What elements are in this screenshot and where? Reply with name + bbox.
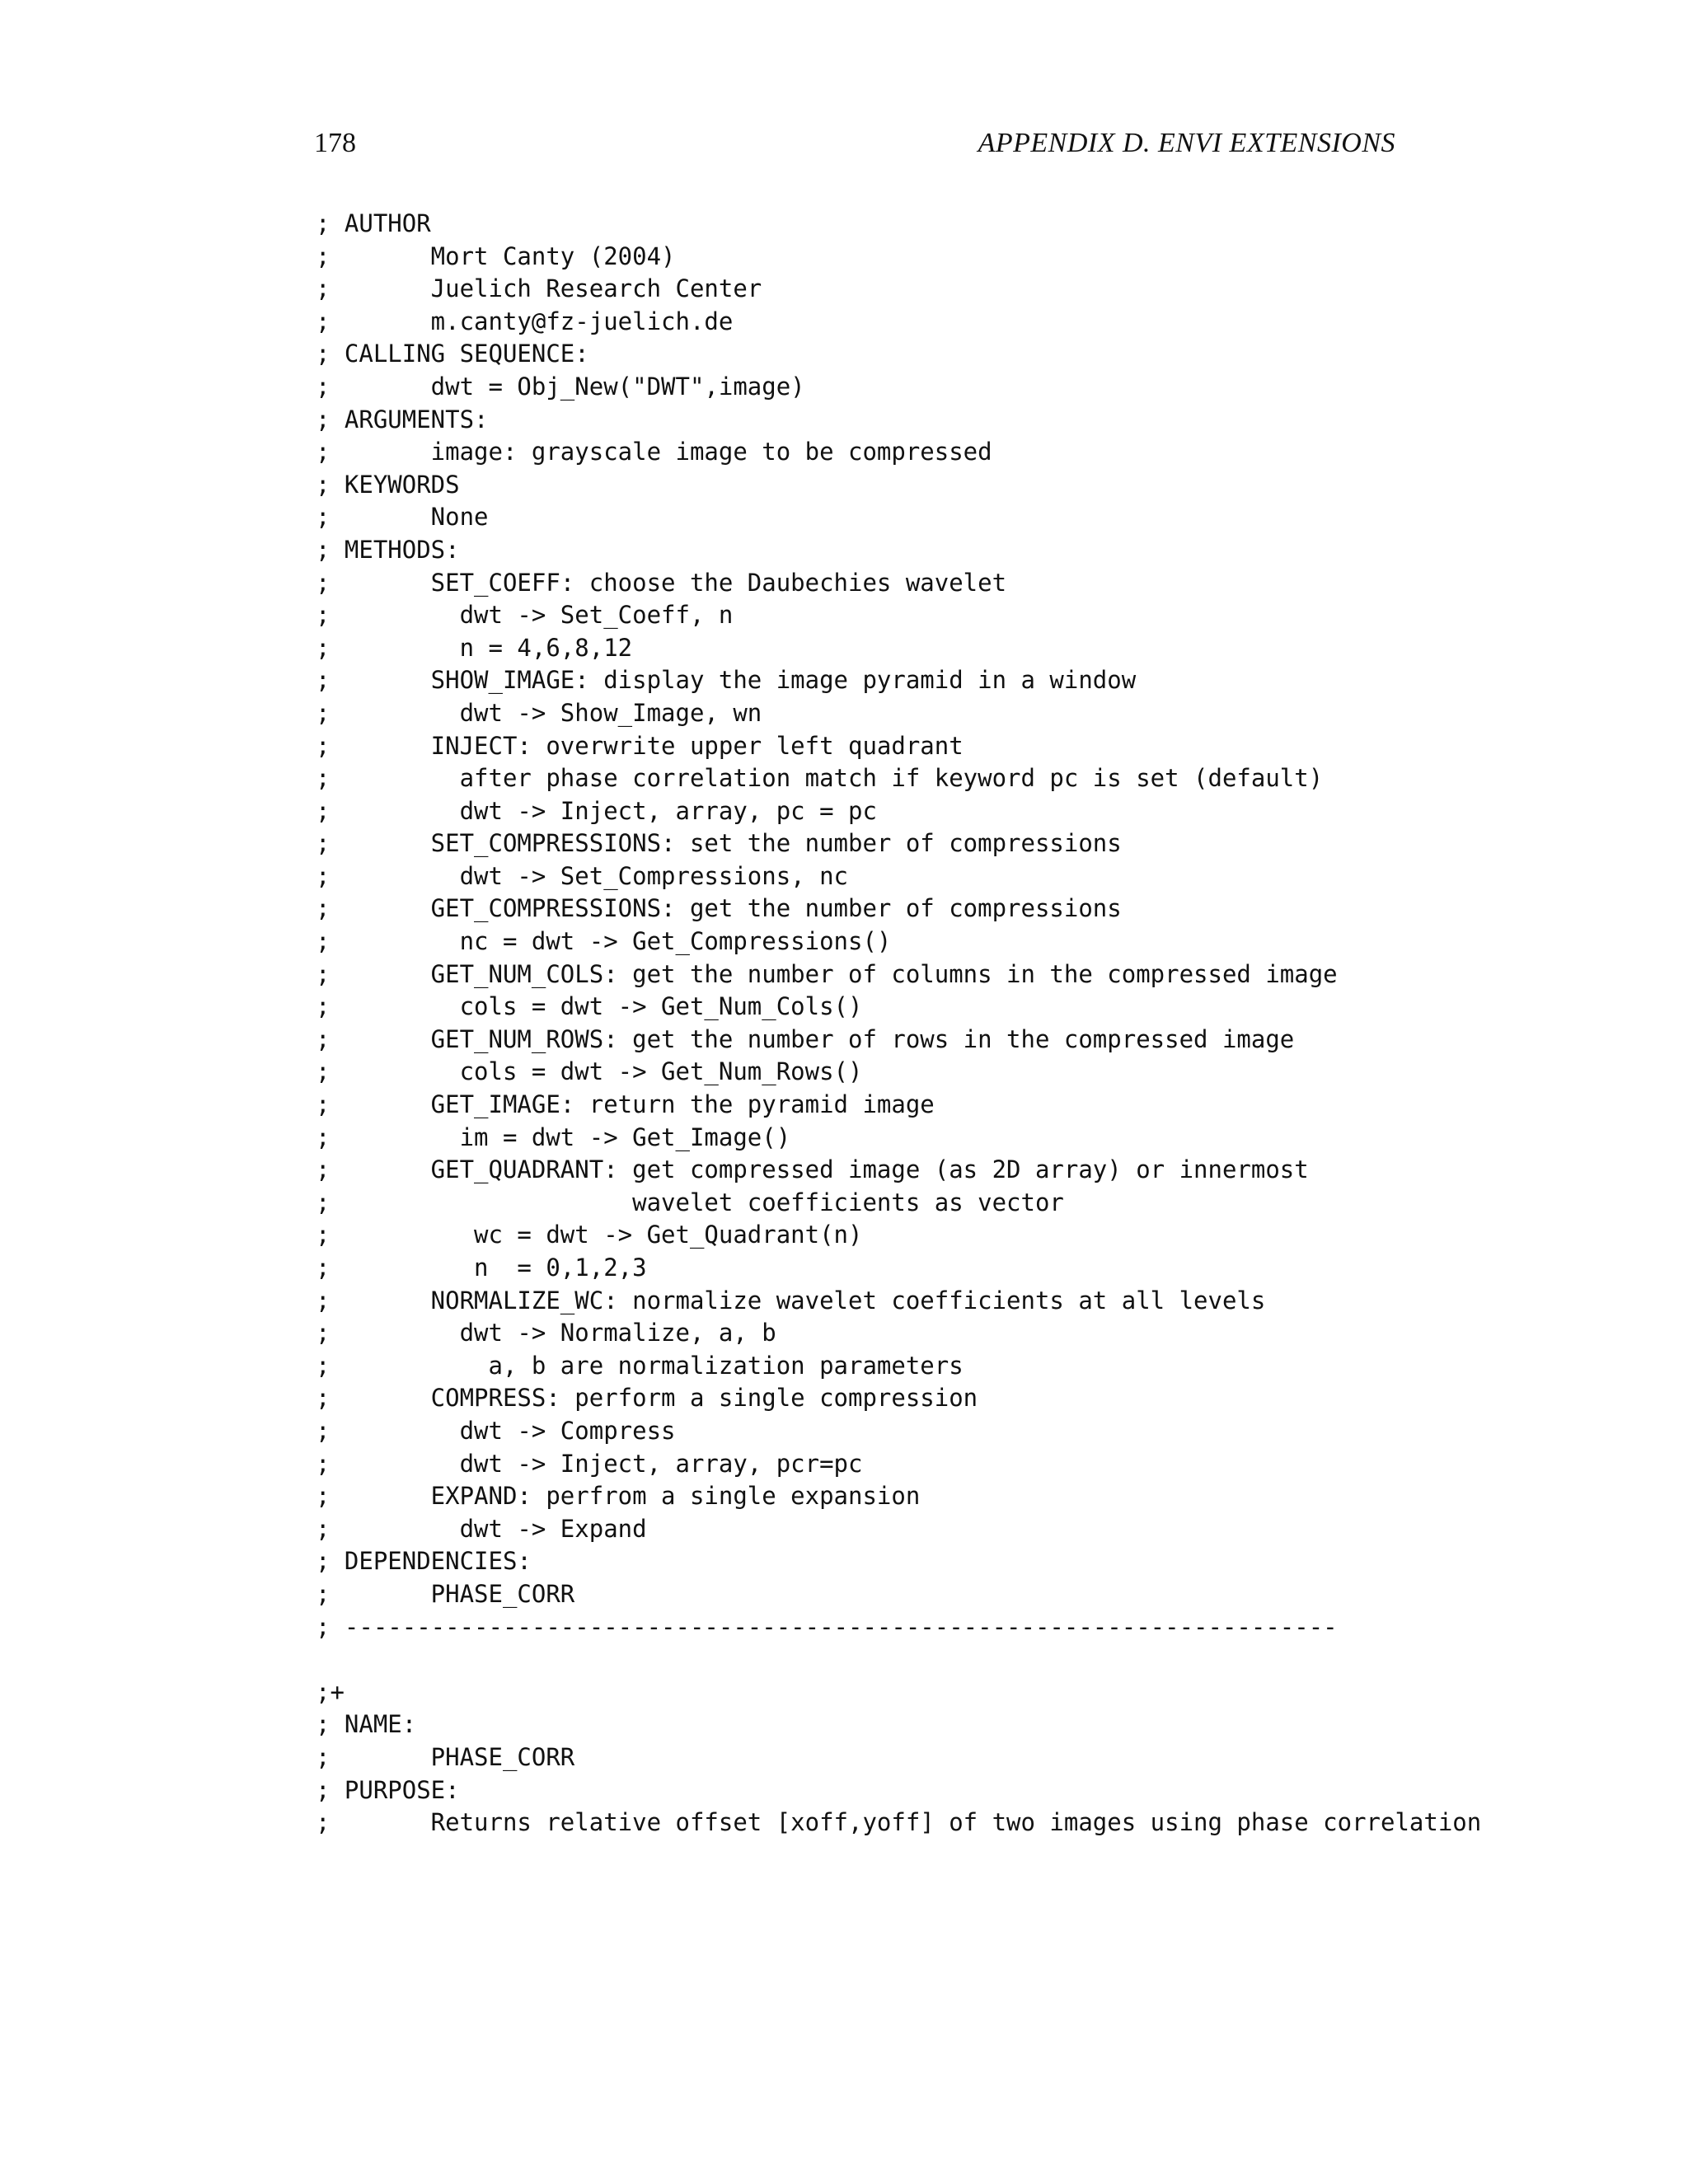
code-line: ; COMPRESS: perform a single compression: [316, 1384, 978, 1413]
code-line: ; n = 4,6,8,12: [316, 633, 633, 662]
code-line: ; dwt -> Expand: [316, 1514, 647, 1543]
code-line: ; n = 0,1,2,3: [316, 1254, 647, 1282]
code-line: ; GET_NUM_ROWS: get the number of rows in the compressed image: [316, 1024, 1295, 1053]
code-line: ; dwt -> Compress: [316, 1416, 676, 1445]
code-line: ; cols = dwt -> Get_Num_Rows(): [316, 1057, 863, 1086]
code-line: ;+: [316, 1677, 345, 1706]
code-line: ; after phase correlation match if keyword pc is set (default): [316, 764, 1324, 793]
code-line: ; SET_COEFF: choose the Daubechies wavelet: [316, 568, 1007, 597]
page-number: 178: [314, 128, 356, 158]
code-line: ; NORMALIZE_WC: normalize wavelet coefficients at all levels: [316, 1286, 1266, 1315]
code-line: ; GET_COMPRESSIONS: get the number of compressions: [316, 894, 1122, 923]
separator-line: ; ---------------------------------------------------------------------: [316, 1612, 1338, 1641]
blank-line: [316, 1643, 1481, 1676]
code-line: ; GET_IMAGE: return the pyramid image: [316, 1090, 935, 1119]
code-line: ; cols = dwt -> Get_Num_Cols(): [316, 992, 863, 1021]
code-line: ; wavelet coefficients as vector: [316, 1188, 1064, 1216]
code-line: ; dwt -> Inject, array, pc = pc: [316, 796, 877, 825]
code-line: ; Returns relative offset [xoff,yoff] of two images using phase correlation: [316, 1808, 1482, 1837]
code-line: ; dwt -> Show_Image, wn: [316, 698, 762, 727]
page-header: [314, 128, 1395, 169]
code-line: ; EXPAND: perfrom a single expansion: [316, 1482, 921, 1511]
code-line: ; PURPOSE:: [316, 1775, 460, 1804]
code-listing: [316, 208, 1481, 1840]
code-line: ; dwt -> Set_Coeff, n: [316, 601, 734, 630]
code-line: ; nc = dwt -> Get_Compressions(): [316, 927, 892, 956]
code-line: ; wc = dwt -> Get_Quadrant(n): [316, 1221, 863, 1249]
code-line: ; dwt = Obj_New("DWT",image): [316, 372, 805, 401]
code-line: ; ARGUMENTS:: [316, 405, 489, 434]
code-line: ; GET_NUM_COLS: get the number of columns in the compressed image: [316, 959, 1338, 988]
code-line: ; SET_COMPRESSIONS: set the number of compressions: [316, 829, 1122, 858]
code-line: ; NAME:: [316, 1710, 417, 1739]
code-line: ; dwt -> Set_Compressions, nc: [316, 861, 849, 890]
code-line: ; im = dwt -> Get_Image(): [316, 1122, 791, 1151]
code-line: ; m.canty@fz-juelich.de: [316, 307, 734, 335]
code-line: ; image: grayscale image to be compressed: [316, 438, 992, 466]
code-line: ; Juelich Research Center: [316, 274, 762, 303]
code-line: ; SHOW_IMAGE: display the image pyramid in a window: [316, 666, 1137, 695]
code-line: ; Mort Canty (2004): [316, 241, 676, 270]
code-line: ; METHODS:: [316, 535, 460, 564]
code-line: ; PHASE_CORR: [316, 1579, 575, 1608]
code-line: ; a, b are normalization parameters: [316, 1351, 964, 1380]
code-line: ; PHASE_CORR: [316, 1742, 575, 1771]
code-line: ; KEYWORDS: [316, 470, 460, 499]
running-title: APPENDIX D. ENVI EXTENSIONS: [978, 128, 1395, 158]
code-line: ; AUTHOR: [316, 209, 431, 237]
code-line: ; GET_QUADRANT: get compressed image (as 2D array) or innermost: [316, 1155, 1309, 1184]
code-line: ; DEPENDENCIES:: [316, 1547, 532, 1576]
code-line: ; dwt -> Normalize, a, b: [316, 1319, 776, 1347]
code-line: ; INJECT: overwrite upper left quadrant: [316, 731, 964, 760]
code-line: ; dwt -> Inject, array, pcr=pc: [316, 1449, 863, 1478]
code-line: ; CALLING SEQUENCE:: [316, 340, 589, 368]
code-line: ; None: [316, 503, 489, 532]
